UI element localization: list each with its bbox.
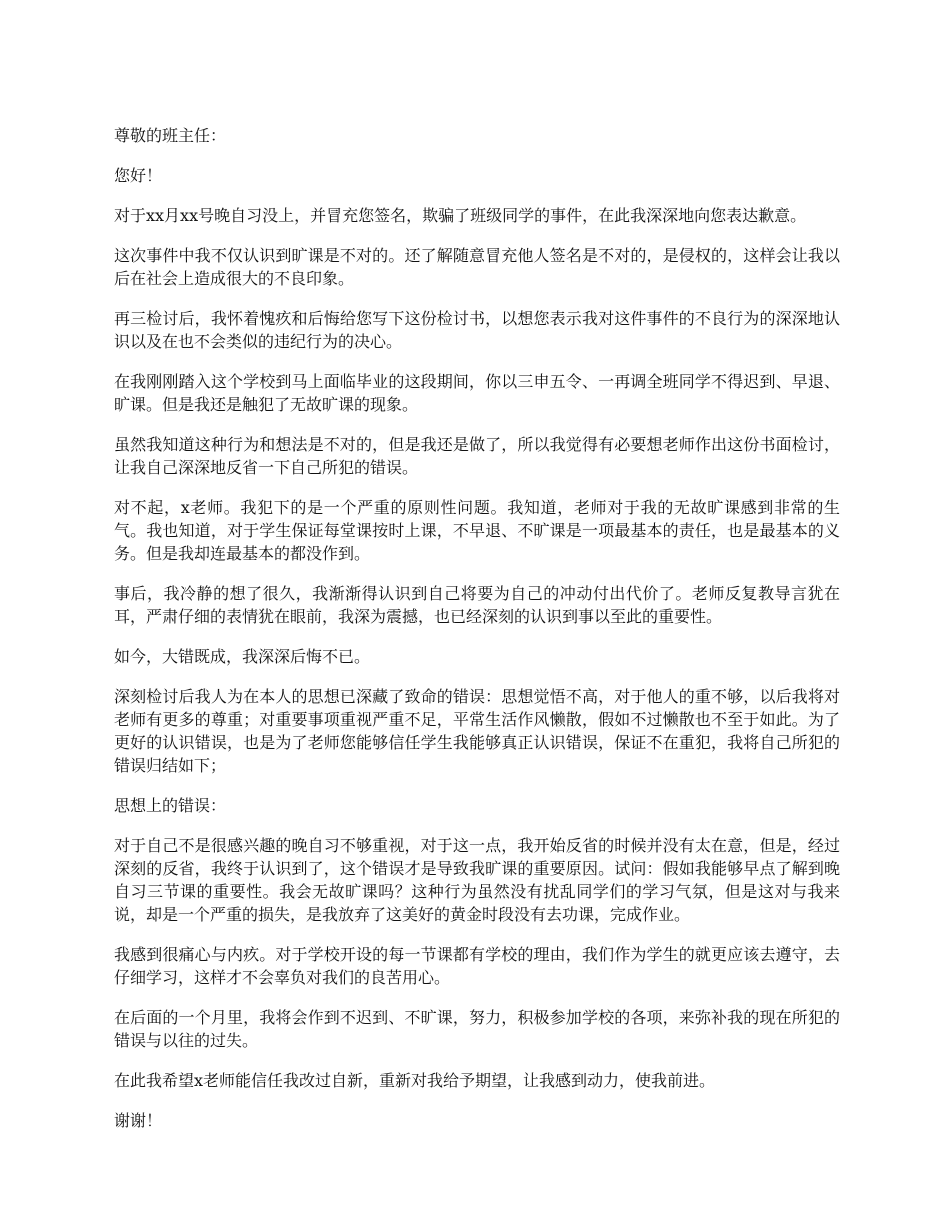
body-paragraph: 这次事件中我不仅认识到旷课是不对的。还了解随意冒充他人签名是不对的，是侵权的，这样会让我以后在社会上造成很大的不良印象。 [114, 246, 840, 288]
body-paragraph: 在我刚刚踏入这个学校到马上面临毕业的这段期间，你以三申五令、一再调全班同学不得迟到、早退、旷课。但是我还是触犯了无故旷课的现象。 [114, 372, 840, 414]
salutation: 尊敬的班主任： [114, 126, 227, 145]
body-paragraph: 对于xx月xx号晚自习没上，并冒充您签名，欺骗了班级同学的事件，在此我深深地向您表达歉意。 [114, 206, 807, 225]
body-paragraph: 再三检讨后，我怀着愧疚和后悔给您写下这份检讨书，以想您表示我对这件事件的不良行为的深深地认识以及在也不会类似的违纪行为的决心。 [114, 309, 840, 351]
closing: 谢谢！ [114, 1111, 163, 1130]
body-paragraph: 虽然我知道这种行为和想法是不对的，但是我还是做了，所以我觉得有必要想老师作出这份书面检讨，让我自己深深地反省一下自己所犯的错误。 [114, 435, 840, 477]
greeting: 您好！ [114, 166, 163, 185]
body-paragraph: 事后，我冷静的想了很久，我渐渐得认识到自己将要为自己的冲动付出代价了。老师反复教导言犹在耳，严肃仔细的表情犹在眼前，我深为震撼，也已经深刻的认识到事以至此的重要性。 [114, 584, 840, 626]
body-paragraph: 在后面的一个月里，我将会作到不迟到、不旷课，努力，积极参加学校的各项，来弥补我的现在所犯的错误与以往的过失。 [114, 1008, 840, 1050]
body-paragraph: 深刻检讨后我人为在本人的思想已深藏了致命的错误：思想觉悟不高，对于他人的重不够，以后我将对老师有更多的尊重；对重要事项重视严重不足，平常生活作风懒散，假如不过懒散也不至于如此。为了更好的认识错误，也是为了老师您能够信任学生我能够真正认识错误，保证不在重犯，我将自己所犯的错误归结如下； [114, 687, 840, 775]
body-paragraph: 在此我希望x老师能信任我改过自新，重新对我给予期望，让我感到动力，使我前进。 [114, 1071, 716, 1090]
body-paragraph: 对不起，x老师。我犯下的是一个严重的原则性问题。我知道，老师对于我的无故旷课感到非常的生气。我也知道，对于学生保证每堂课按时上课，不早退、不旷课是一项最基本的责任，也是最基本的义务。但是我却连最基本的都没作到。 [114, 498, 840, 563]
body-paragraph: 对于自己不是很感兴趣的晚自习不够重视，对于这一点，我开始反省的时候并没有太在意，但是，经过深刻的反省，我终于认识到了，这个错误才是导致我旷课的重要原因。试问：假如我能够早点了解到晚自习三节课的重要性。我会无故旷课吗？这种行为虽然没有扰乱同学们的学习气氛，但是这对与我来说，却是一个严重的损失，是我放弃了这美好的黄金时段没有去功课，完成作业。 [114, 836, 840, 924]
body-paragraph: 如今，大错既成，我深深后悔不已。 [114, 647, 371, 666]
section-heading: 思想上的错误： [114, 796, 227, 815]
body-paragraph: 我感到很痛心与内疚。对于学校开设的每一节课都有学校的理由，我们作为学生的就更应该去遵守，去仔细学习，这样才不会辜负对我们的良苦用心。 [114, 945, 840, 987]
